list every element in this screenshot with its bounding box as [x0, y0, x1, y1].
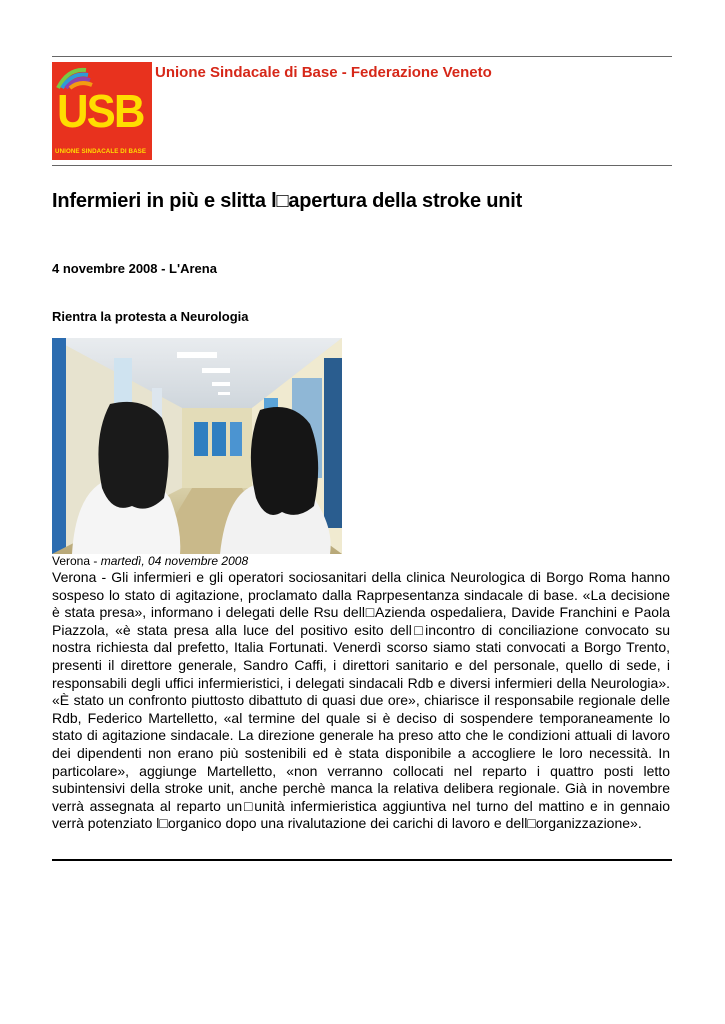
top-divider — [52, 56, 672, 57]
hospital-corridor-photo — [52, 338, 342, 554]
logo-subtitle: UNIONE SINDACALE DI BASE — [55, 148, 147, 155]
header-divider — [52, 165, 672, 166]
article-dateline: 4 novembre 2008 - L'Arena — [52, 261, 217, 276]
article-body: Verona - Gli infermieri e gli operatori sociosanitari della clinica Neurologica di Borgo Roma hanno sospeso lo stato di agitazione, proclamato dalla Raprpesentanza sindacale di base. «La decisione è stata presa», informano i delegati delle Rsu dell□Azienda ospedaliera, Davide Franchini e Paola Piazzola, «è stata presa alla luce del positivo esito dell□incontro di conciliazione convocato su nostra richiesta dal prefetto, Italia Fortunati. Venerdì scorso siamo stati convocati a Borgo Trento, presenti il direttore generale, Sandro Caffi, i direttori sanitario e del personale, quello di sede, i responsabili degli uffici infermieristici, i delegati sindacali Rdb e diversi infermieri della Neurologia». «È stato un confronto piuttosto dibattuto di quasi due ore», chiarisce il responsabile regionale delle Rdb, Federico Martelletto, «al termine del quale si è deciso di sospendere temporaneamente lo stato di agitazione sindacale. La direzione generale ha preso atto che le condizioni attuali di lavoro dei dipendenti non erano più sostenibili ed è stata disponibile a accogliere le loro necessità. In particolare», aggiunge Martelletto, «non verranno collocati nel reparto i quattro posti letto subintensivi della stroke unit, anche perchè manca la relativa delibera regionale. Già in novembre verrà assegnata al reparto un□unità infermieristica aggiuntiva nel turno del mattino e in gennaio verrà potenziato l□organico dopo una rivalutazione dei carichi di lavoro e dell□organizzazione». — [52, 569, 670, 832]
article-headline: Infermieri in più e slitta l□apertura della stroke unit — [52, 190, 523, 212]
caption-place: Verona - — [52, 554, 101, 568]
bottom-divider — [52, 859, 672, 861]
organization-title: Unione Sindacale di Base - Federazione Veneto — [155, 64, 492, 81]
logo-wordmark: USB — [57, 85, 144, 137]
photo-caption — [52, 554, 248, 568]
article-subtitle: Rientra la protesta a Neurologia — [52, 309, 249, 324]
caption-date: martedì, 04 novembre 2008 — [100, 554, 249, 568]
usb-logo — [52, 62, 152, 160]
